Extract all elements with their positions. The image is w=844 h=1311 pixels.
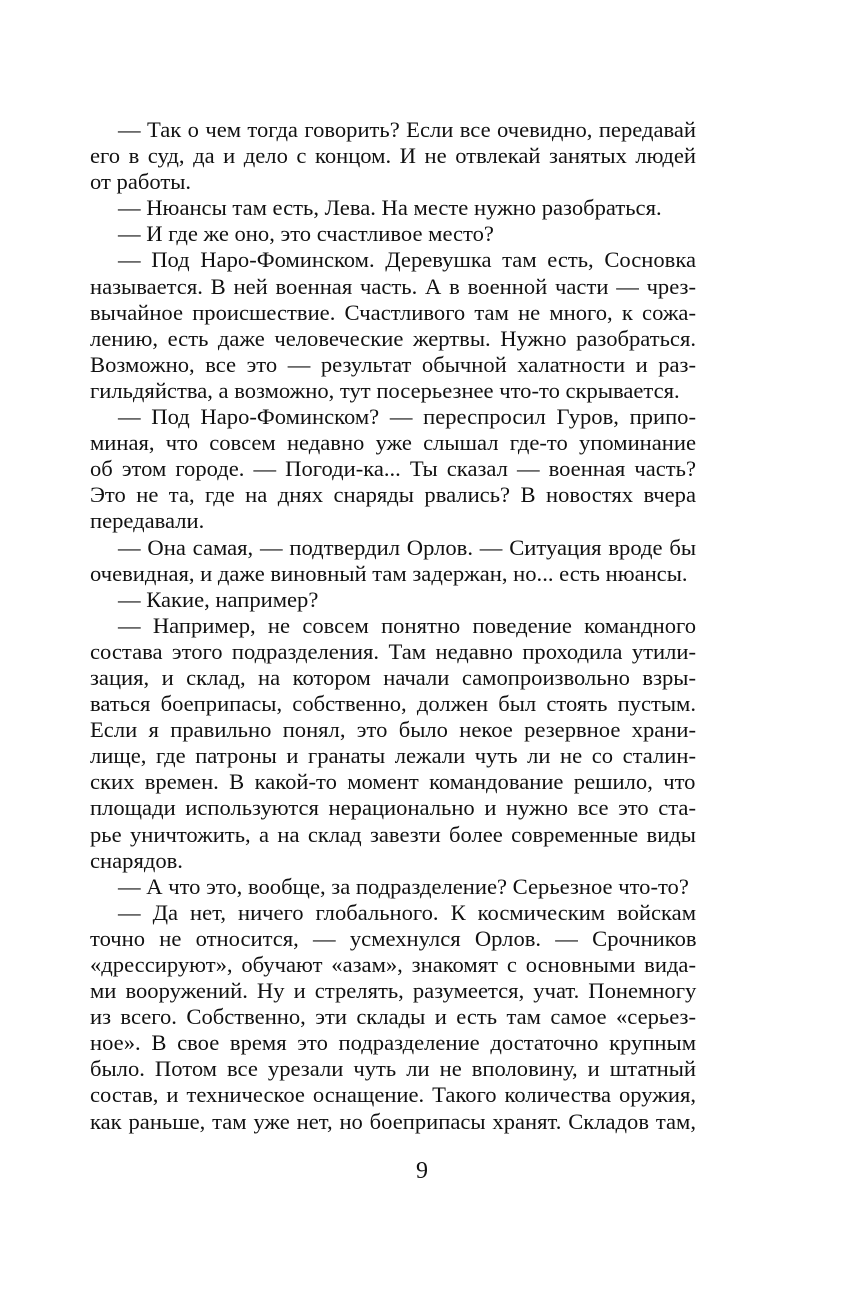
text-line: ми вооружений. Ну и стрелять, разумеется, учат. Понемногу — [90, 978, 696, 1004]
text-line: очевидная, и даже виновный там задержан, но... есть нюансы. — [90, 560, 688, 586]
page-number: 9 — [416, 1158, 428, 1184]
paragraph — [90, 221, 696, 247]
paragraph — [90, 587, 696, 613]
text-line: — Так о чем тогда говорить? Если все очевидно, передавай — [118, 117, 696, 142]
text-line: Если я правильно понял, это было некое резервное храни- — [90, 717, 696, 743]
text-line: — Она самая, — подтвердил Орлов. — Ситуация вроде бы — [118, 534, 696, 560]
text-line: гильдяйства, а возможно, тут посерьезнее что-то скрывается. — [90, 377, 680, 403]
text-line: зация, и склад, на котором начали самопроизвольно взры- — [90, 664, 696, 690]
text-line: — Например, не совсем понятно поведение командного — [118, 612, 696, 638]
text-line: из всего. Собственно, эти склады и есть там самое «серьез- — [90, 1004, 696, 1030]
text-line: — Какие, например? — [118, 586, 319, 612]
text-line: лению, есть даже человеческие жертвы. Нужно разобраться. — [90, 325, 696, 351]
text-line: снарядов. — [90, 847, 183, 873]
text-line: вычайное происшествие. Счастливого там не много, к сожа- — [90, 299, 696, 325]
paragraph — [90, 404, 696, 534]
paragraph — [90, 247, 696, 404]
text-line: — Да нет, ничего глобального. К космическим войскам — [118, 899, 696, 925]
text-line: — Под Наро-Фоминском? — переспросил Гуров, припо- — [118, 404, 696, 430]
text-line: ваться боеприпасы, собственно, должен был стоять пустым. — [90, 691, 696, 717]
text-line: об этом городе. — Погоди-ка... Ты сказал — военная часть? — [90, 456, 696, 482]
text-line: Это не та, где на днях снаряды рвались? В новостях вчера — [90, 482, 696, 508]
text-line: от работы. — [90, 169, 192, 195]
paragraph — [90, 613, 696, 874]
text-line: называется. В ней военная часть. А в военной части — чрез- — [90, 273, 696, 299]
text-line: состава этого подразделения. Там недавно проходила утили- — [90, 638, 696, 664]
paragraph — [90, 195, 696, 221]
text-line: его в суд, да и дело с концом. И не отвлекай занятых людей — [90, 143, 696, 169]
text-line: миная, что совсем недавно уже слышал где-то упоминание — [90, 430, 696, 456]
paragraph — [90, 535, 696, 587]
text-line: было. Потом все урезали чуть ли не вполовину, и штатный — [90, 1056, 696, 1082]
paragraph — [90, 874, 696, 900]
text-line: — И где же оно, это счастливое место? — [118, 221, 494, 247]
body-text — [90, 117, 696, 1135]
text-line: ное». В свое время это подразделение достаточно крупным — [90, 1030, 696, 1056]
text-line: площади используются нерационально и нужно все это ста- — [90, 795, 696, 821]
text-line: как раньше, там уже нет, но боеприпасы хранят. Складов там, — [90, 1108, 696, 1134]
text-line: состав, и техническое оснащение. Такого количества оружия, — [90, 1082, 696, 1108]
text-line: — А что это, вообще, за подразделение? Серьезное что-то? — [118, 873, 689, 899]
text-line: «дрессируют», обучают «азам», знакомят с основными вида- — [90, 952, 696, 977]
paragraph — [90, 117, 696, 195]
text-line: точно не относится, — усмехнулся Орлов. — Срочников — [90, 925, 696, 951]
text-line: — Под Наро-Фоминском. Деревушка там есть, Сосновка — [118, 247, 696, 273]
text-line: Возможно, все это — результат обычной халатности и раз- — [90, 351, 696, 377]
text-line: рье уничтожить, а на склад завезти более современные виды — [90, 821, 696, 847]
text-line: ских времен. В какой-то момент командование решило, что — [90, 769, 696, 795]
text-line: передавали. — [90, 508, 205, 534]
text-line: — Нюансы там есть, Лева. На месте нужно разобраться. — [118, 195, 662, 221]
text-line: лище, где патроны и гранаты лежали чуть ли не со сталин- — [90, 743, 696, 769]
paragraph — [90, 900, 696, 1135]
